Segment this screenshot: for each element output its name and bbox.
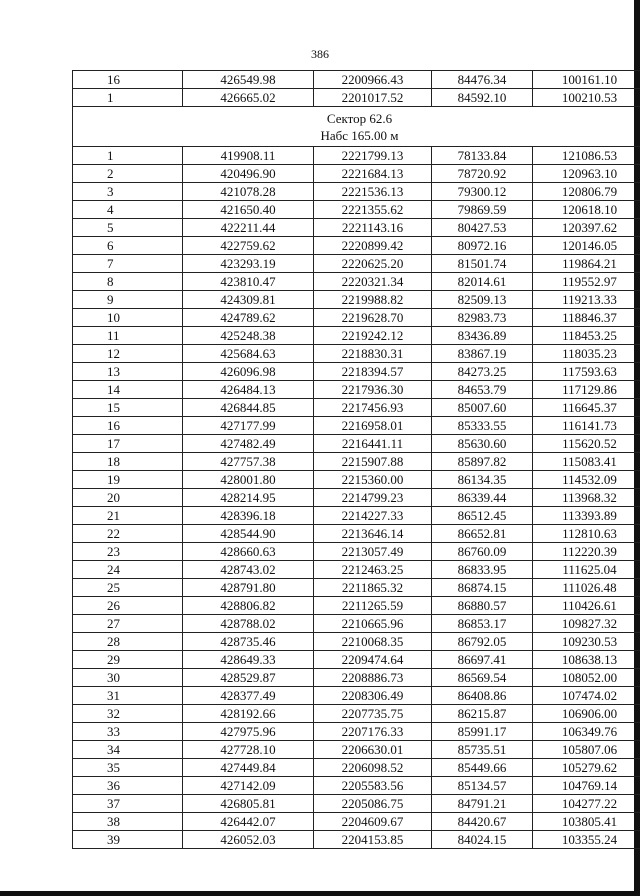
table-row	[73, 417, 640, 435]
table-row	[73, 345, 640, 363]
coordinate-cell: 112810.63	[533, 525, 640, 543]
coordinate-cell: 2207735.75	[314, 705, 432, 723]
point-number-cell: 31	[73, 687, 183, 705]
table-row	[73, 201, 640, 219]
coordinate-cell: 78133.84	[432, 147, 533, 165]
coordinate-cell: 2216958.01	[314, 417, 432, 435]
coordinate-cell: 86408.86	[432, 687, 533, 705]
coordinate-cell: 86833.95	[432, 561, 533, 579]
coordinate-cell: 118846.37	[533, 309, 640, 327]
coordinate-cell: 2220321.34	[314, 273, 432, 291]
coordinate-cell: 2206630.01	[314, 741, 432, 759]
coordinate-cell: 2210068.35	[314, 633, 432, 651]
coordinate-cell: 113968.32	[533, 489, 640, 507]
point-number-cell: 37	[73, 795, 183, 813]
table-row	[73, 471, 640, 489]
coordinate-cell: 84592.10	[432, 89, 533, 107]
coordinate-cell: 426549.98	[183, 71, 314, 89]
page-number: 386	[311, 47, 329, 61]
coordinate-cell: 428377.49	[183, 687, 314, 705]
coordinate-cell: 2211265.59	[314, 597, 432, 615]
coordinate-cell: 2221684.13	[314, 165, 432, 183]
table-row	[73, 543, 640, 561]
table-row	[73, 165, 640, 183]
section-header-row	[73, 107, 640, 147]
coordinate-cell: 428791.80	[183, 579, 314, 597]
section-subtitle: Набс 165.00 м	[320, 128, 399, 143]
table-row	[73, 669, 640, 687]
table-row	[73, 309, 640, 327]
coordinate-cell: 82014.61	[432, 273, 533, 291]
table-row	[73, 453, 640, 471]
coordinate-cell: 2211865.32	[314, 579, 432, 597]
point-number-cell: 9	[73, 291, 183, 309]
coordinate-cell: 79869.59	[432, 201, 533, 219]
coordinate-cell: 427975.96	[183, 723, 314, 741]
coordinate-cell: 86880.57	[432, 597, 533, 615]
coordinate-cell: 85333.55	[432, 417, 533, 435]
coordinate-cell: 86792.05	[432, 633, 533, 651]
coordinate-cell: 427142.09	[183, 777, 314, 795]
coordinate-cell: 117593.63	[533, 363, 640, 381]
table-row	[73, 273, 640, 291]
coordinate-cell: 109827.32	[533, 615, 640, 633]
coordinate-cell: 85735.51	[432, 741, 533, 759]
coordinate-cell: 428649.33	[183, 651, 314, 669]
coordinate-cell: 422211.44	[183, 219, 314, 237]
point-number-cell: 8	[73, 273, 183, 291]
coordinate-cell: 2220625.20	[314, 255, 432, 273]
coordinate-cell: 2221536.13	[314, 183, 432, 201]
coordinate-cell: 427177.99	[183, 417, 314, 435]
point-number-cell: 13	[73, 363, 183, 381]
point-number-cell: 16	[73, 71, 183, 89]
coordinate-cell: 112220.39	[533, 543, 640, 561]
coordinate-cell: 106349.76	[533, 723, 640, 741]
coordinate-cell: 2209474.64	[314, 651, 432, 669]
coordinate-cell: 2219628.70	[314, 309, 432, 327]
point-number-cell: 25	[73, 579, 183, 597]
table-row	[73, 399, 640, 417]
coordinate-cell: 420496.90	[183, 165, 314, 183]
table-row	[73, 723, 640, 741]
point-number-cell: 27	[73, 615, 183, 633]
coordinate-cell: 86853.17	[432, 615, 533, 633]
table-row	[73, 741, 640, 759]
coordinate-cell: 105807.06	[533, 741, 640, 759]
coordinate-cell: 118453.25	[533, 327, 640, 345]
coordinate-cell: 100210.53	[533, 89, 640, 107]
table-row	[73, 435, 640, 453]
coordinate-cell: 85897.82	[432, 453, 533, 471]
table-row	[73, 687, 640, 705]
coordinate-cell: 85630.60	[432, 435, 533, 453]
coordinate-cell: 2214799.23	[314, 489, 432, 507]
coordinate-cell: 85991.17	[432, 723, 533, 741]
coordinate-cell: 424309.81	[183, 291, 314, 309]
point-number-cell: 7	[73, 255, 183, 273]
point-number-cell: 11	[73, 327, 183, 345]
coordinate-cell: 2201017.52	[314, 89, 432, 107]
coordinate-cell: 103355.24	[533, 831, 640, 849]
coordinate-cell: 84273.25	[432, 363, 533, 381]
section-title: Сектор 62.6	[326, 111, 393, 126]
coordinate-cell: 425684.63	[183, 345, 314, 363]
coordinate-cell: 2208306.49	[314, 687, 432, 705]
coordinate-cell: 86569.54	[432, 669, 533, 687]
point-number-cell: 38	[73, 813, 183, 831]
table-row	[73, 579, 640, 597]
point-number-cell: 14	[73, 381, 183, 399]
coordinate-cell: 428806.82	[183, 597, 314, 615]
coordinate-cell: 2217456.93	[314, 399, 432, 417]
coordinate-cell: 119552.97	[533, 273, 640, 291]
coordinate-cell: 423293.19	[183, 255, 314, 273]
coordinate-cell: 2216441.11	[314, 435, 432, 453]
coordinate-cell: 86652.81	[432, 525, 533, 543]
coordinate-cell: 115083.41	[533, 453, 640, 471]
coordinate-cell: 83436.89	[432, 327, 533, 345]
point-number-cell: 21	[73, 507, 183, 525]
coordinate-cell: 120618.10	[533, 201, 640, 219]
point-number-cell: 15	[73, 399, 183, 417]
coordinate-cell: 425248.38	[183, 327, 314, 345]
coordinate-cell: 114532.09	[533, 471, 640, 489]
coordinate-cell: 2214227.33	[314, 507, 432, 525]
coordinates-table	[72, 70, 640, 849]
coordinate-cell: 2213646.14	[314, 525, 432, 543]
point-number-cell: 4	[73, 201, 183, 219]
coordinate-cell: 84476.34	[432, 71, 533, 89]
coordinate-cell: 81501.74	[432, 255, 533, 273]
table-row	[73, 561, 640, 579]
point-number-cell: 35	[73, 759, 183, 777]
coordinate-cell: 119864.21	[533, 255, 640, 273]
coordinate-cell: 2205086.75	[314, 795, 432, 813]
coordinate-cell: 419908.11	[183, 147, 314, 165]
point-number-cell: 32	[73, 705, 183, 723]
coordinate-cell: 80972.16	[432, 237, 533, 255]
coordinate-cell: 84653.79	[432, 381, 533, 399]
coordinate-cell: 84791.21	[432, 795, 533, 813]
coordinate-cell: 2219242.12	[314, 327, 432, 345]
coordinate-cell: 426052.03	[183, 831, 314, 849]
coordinate-cell: 2221799.13	[314, 147, 432, 165]
coordinate-cell: 108638.13	[533, 651, 640, 669]
coordinate-cell: 82983.73	[432, 309, 533, 327]
coordinate-cell: 105279.62	[533, 759, 640, 777]
coordinate-cell: 426484.13	[183, 381, 314, 399]
coordinate-cell: 100161.10	[533, 71, 640, 89]
coordinate-cell: 2215907.88	[314, 453, 432, 471]
table-row	[73, 759, 640, 777]
coordinate-cell: 422759.62	[183, 237, 314, 255]
point-number-cell: 20	[73, 489, 183, 507]
coordinate-cell: 104769.14	[533, 777, 640, 795]
coordinate-cell: 426096.98	[183, 363, 314, 381]
point-number-cell: 1	[73, 147, 183, 165]
coordinate-cell: 428529.87	[183, 669, 314, 687]
coordinate-cell: 428396.18	[183, 507, 314, 525]
coordinate-cell: 108052.00	[533, 669, 640, 687]
point-number-cell: 1	[73, 89, 183, 107]
coordinate-cell: 428735.46	[183, 633, 314, 651]
coordinate-cell: 116141.73	[533, 417, 640, 435]
coordinate-cell: 103805.41	[533, 813, 640, 831]
table-row	[73, 183, 640, 201]
coordinate-cell: 427449.84	[183, 759, 314, 777]
point-number-cell: 33	[73, 723, 183, 741]
table-row	[73, 363, 640, 381]
coordinate-cell: 111026.48	[533, 579, 640, 597]
point-number-cell: 5	[73, 219, 183, 237]
coordinate-cell: 428001.80	[183, 471, 314, 489]
coordinate-cell: 2213057.49	[314, 543, 432, 561]
coordinate-cell: 120963.10	[533, 165, 640, 183]
table-row	[73, 71, 640, 89]
coordinate-cell: 86512.45	[432, 507, 533, 525]
coordinate-cell: 86697.41	[432, 651, 533, 669]
coordinate-cell: 426805.81	[183, 795, 314, 813]
coordinate-cell: 84420.67	[432, 813, 533, 831]
coordinate-cell: 84024.15	[432, 831, 533, 849]
table-row	[73, 831, 640, 849]
coordinate-cell: 2208886.73	[314, 669, 432, 687]
coordinate-cell: 86134.35	[432, 471, 533, 489]
coordinate-cell: 86760.09	[432, 543, 533, 561]
coordinate-cell: 83867.19	[432, 345, 533, 363]
coordinate-cell: 120146.05	[533, 237, 640, 255]
coordinate-cell: 421078.28	[183, 183, 314, 201]
point-number-cell: 23	[73, 543, 183, 561]
coordinate-cell: 2204609.67	[314, 813, 432, 831]
table-row	[73, 89, 640, 107]
coordinate-cell: 118035.23	[533, 345, 640, 363]
point-number-cell: 10	[73, 309, 183, 327]
point-number-cell: 16	[73, 417, 183, 435]
point-number-cell: 2	[73, 165, 183, 183]
table-row	[73, 291, 640, 309]
coordinate-cell: 80427.53	[432, 219, 533, 237]
point-number-cell: 30	[73, 669, 183, 687]
point-number-cell: 19	[73, 471, 183, 489]
coordinate-cell: 428788.02	[183, 615, 314, 633]
point-number-cell: 17	[73, 435, 183, 453]
coordinate-cell: 111625.04	[533, 561, 640, 579]
coordinate-cell: 85449.66	[432, 759, 533, 777]
coordinate-cell: 428660.63	[183, 543, 314, 561]
table-row	[73, 219, 640, 237]
coordinate-cell: 427482.49	[183, 435, 314, 453]
table-row	[73, 813, 640, 831]
table-row	[73, 381, 640, 399]
table-row	[73, 795, 640, 813]
coordinate-cell: 82509.13	[432, 291, 533, 309]
point-number-cell: 26	[73, 597, 183, 615]
coordinate-cell: 428743.02	[183, 561, 314, 579]
coordinate-cell: 120806.79	[533, 183, 640, 201]
coordinate-cell: 119213.33	[533, 291, 640, 309]
table-row	[73, 489, 640, 507]
coordinate-cell: 86874.15	[432, 579, 533, 597]
point-number-cell: 18	[73, 453, 183, 471]
point-number-cell: 28	[73, 633, 183, 651]
coordinate-cell: 117129.86	[533, 381, 640, 399]
table-row	[73, 615, 640, 633]
table-row	[73, 147, 640, 165]
table-row	[73, 705, 640, 723]
coordinate-cell: 109230.53	[533, 633, 640, 651]
point-number-cell: 22	[73, 525, 183, 543]
section-header	[73, 107, 640, 147]
coordinate-cell: 423810.47	[183, 273, 314, 291]
coordinate-cell: 2217936.30	[314, 381, 432, 399]
table-row	[73, 237, 640, 255]
coordinate-cell: 121086.53	[533, 147, 640, 165]
coordinate-cell: 2206098.52	[314, 759, 432, 777]
point-number-cell: 36	[73, 777, 183, 795]
coordinate-cell: 120397.62	[533, 219, 640, 237]
coordinates-table-body	[73, 71, 640, 849]
coordinate-cell: 428544.90	[183, 525, 314, 543]
coordinate-cell: 2200966.43	[314, 71, 432, 89]
coordinate-cell: 2219988.82	[314, 291, 432, 309]
coordinate-cell: 428192.66	[183, 705, 314, 723]
coordinate-cell: 2204153.85	[314, 831, 432, 849]
coordinate-cell: 116645.37	[533, 399, 640, 417]
table-row	[73, 507, 640, 525]
table-row	[73, 525, 640, 543]
table-row	[73, 633, 640, 651]
point-number-cell: 39	[73, 831, 183, 849]
table-row	[73, 327, 640, 345]
coordinate-cell: 79300.12	[432, 183, 533, 201]
coordinate-cell: 427728.10	[183, 741, 314, 759]
point-number-cell: 6	[73, 237, 183, 255]
coordinate-cell: 426442.07	[183, 813, 314, 831]
coordinate-cell: 2212463.25	[314, 561, 432, 579]
table-row	[73, 777, 640, 795]
coordinate-cell: 2220899.42	[314, 237, 432, 255]
point-number-cell: 12	[73, 345, 183, 363]
point-number-cell: 34	[73, 741, 183, 759]
coordinate-cell: 110426.61	[533, 597, 640, 615]
table-row	[73, 597, 640, 615]
coordinate-cell: 2210665.96	[314, 615, 432, 633]
table-row	[73, 255, 640, 273]
coordinate-cell: 86339.44	[432, 489, 533, 507]
coordinate-cell: 2215360.00	[314, 471, 432, 489]
coordinate-cell: 428214.95	[183, 489, 314, 507]
point-number-cell: 3	[73, 183, 183, 201]
coordinate-cell: 2221143.16	[314, 219, 432, 237]
coordinate-cell: 86215.87	[432, 705, 533, 723]
coordinate-cell: 115620.52	[533, 435, 640, 453]
coordinate-cell: 85134.57	[432, 777, 533, 795]
table-row	[73, 651, 640, 669]
coordinate-cell: 421650.40	[183, 201, 314, 219]
coordinate-cell: 426844.85	[183, 399, 314, 417]
coordinate-cell: 2221355.62	[314, 201, 432, 219]
point-number-cell: 29	[73, 651, 183, 669]
coordinate-cell: 2218394.57	[314, 363, 432, 381]
coordinate-cell: 2207176.33	[314, 723, 432, 741]
coordinate-cell: 2218830.31	[314, 345, 432, 363]
coordinate-cell: 427757.38	[183, 453, 314, 471]
coordinate-cell: 106906.00	[533, 705, 640, 723]
point-number-cell: 24	[73, 561, 183, 579]
coordinate-cell: 85007.60	[432, 399, 533, 417]
coordinate-cell: 426665.02	[183, 89, 314, 107]
coordinate-cell: 107474.02	[533, 687, 640, 705]
coordinate-cell: 104277.22	[533, 795, 640, 813]
coordinate-cell: 113393.89	[533, 507, 640, 525]
coordinate-cell: 2205583.56	[314, 777, 432, 795]
scan-edge-bottom	[0, 891, 640, 896]
coordinate-cell: 78720.92	[432, 165, 533, 183]
coordinate-cell: 424789.62	[183, 309, 314, 327]
